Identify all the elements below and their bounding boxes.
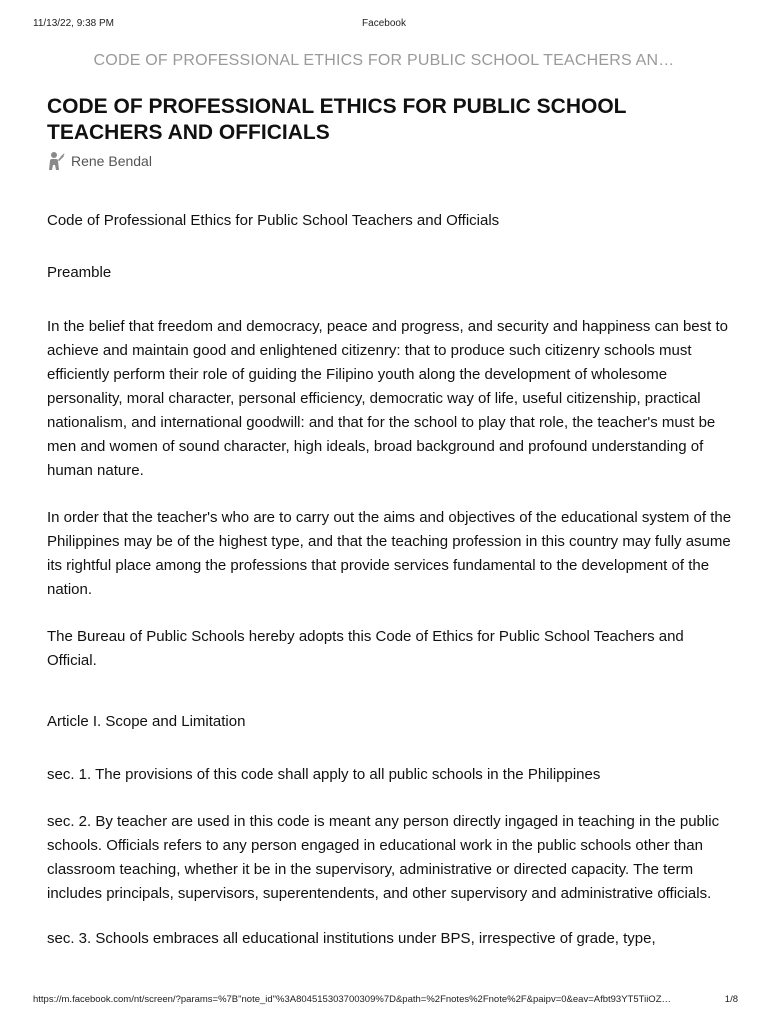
article-heading: Article I. Scope and Limitation	[47, 713, 246, 730]
person-icon	[47, 151, 67, 171]
preamble-paragraph-1: In the belief that freedom and democracy, peace and progress, and security and happiness can best to achieve and maintain good and enlightened citizenry: that to produce such citizenry schools must efficiently perform their role of guiding the Filipino youth along the development of wholesome personality, moral character, personal efficiency, democratic way of life, useful citizenship, practical nationalism, and international goodwill: and that for the school to play that role, the teacher's must be men and women of sound character, high ideals, broad background and profound understanding of human nature.	[47, 318, 728, 479]
section-3: sec. 3. Schools embraces all educational institutions under BPS, irrespective of grade, type,	[47, 930, 656, 947]
section-1: sec. 1. The provisions of this code shall apply to all public schools in the Philippines	[47, 766, 601, 783]
preamble-heading: Preamble	[47, 264, 112, 281]
body-heading: Code of Professional Ethics for Public School Teachers and Officials	[47, 212, 500, 229]
print-url: https://m.facebook.com/nt/screen/?params=%7B"note_id"%3A804515303700309%7D&path=%2Fnotes%2Fnote%2F&paipv=0&eav=Afbt93YT5TiiOZ…	[33, 994, 671, 1005]
page-number: 1/8	[724, 994, 738, 1005]
section-2: sec. 2. By teacher are used in this code is meant any person directly ingaged in teaching in the public schools. Officials refers to any person engaged in educational work in the public schools other than classroom teaching, whether it be in the supervisory, administrative or directed capacity. The term includes principals, supervisors, superentendents, and other supervisory and administrative officials.	[47, 813, 720, 902]
print-footer	[33, 994, 738, 1008]
note-body	[47, 209, 737, 951]
document-title: CODE OF PROFESSIONAL ETHICS FOR PUBLIC SCHOOL TEACHERS AND OFFICIALS	[47, 95, 627, 144]
author-name[interactable]: Rene Bendal	[71, 153, 152, 169]
preamble-paragraph-2: In order that the teacher's who are to carry out the aims and objectives of the educational system of the Philippines may be of the highest type, and that the teaching profession in this country may fully asume its rightful place among the professions that provide services fundamental to the development of the nation.	[47, 509, 732, 598]
print-source: Facebook	[362, 18, 406, 29]
author-byline[interactable]	[47, 150, 152, 172]
page-banner-title: CODE OF PROFESSIONAL ETHICS FOR PUBLIC SCHOOL TEACHERS AN…	[93, 52, 675, 69]
preamble-paragraph-3: The Bureau of Public Schools hereby adopts this Code of Ethics for Public School Teachers and Official.	[47, 628, 684, 669]
print-timestamp: 11/13/22, 9:38 PM	[33, 18, 114, 29]
print-header	[33, 18, 735, 32]
